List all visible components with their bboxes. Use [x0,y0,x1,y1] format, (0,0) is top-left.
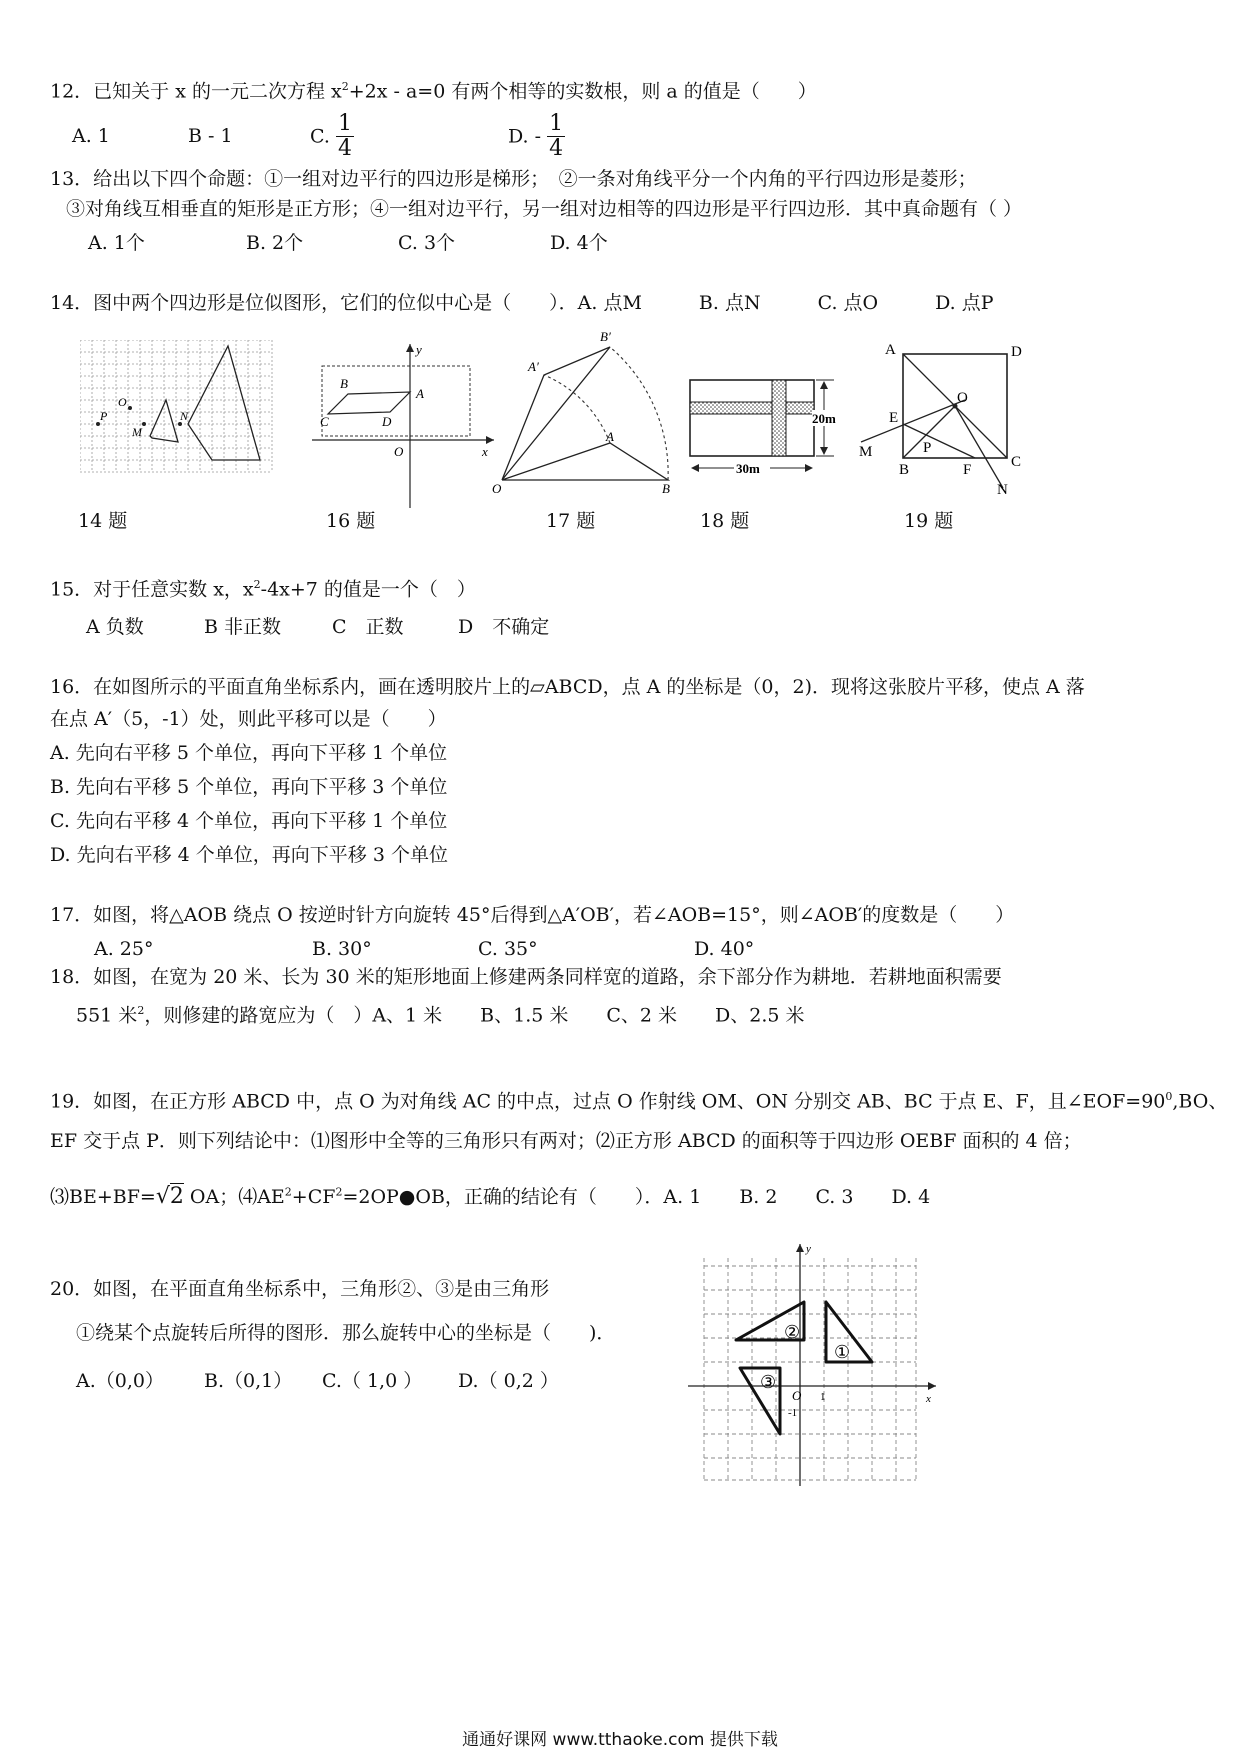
fig20-label-neg1: -1 [788,1407,798,1419]
fig19-label-f: F [963,462,972,478]
fig19-label-p: P [923,440,932,456]
fig18-label-height: 20m [812,411,836,426]
fig20-triangle-2: ② [784,1322,801,1342]
q17-option-d: D. 40° [694,938,755,960]
q18-line1: 18．如图，在宽为 20 米、长为 30 米的矩形地面上修建两条同样宽的道路，余下部分作为耕地．若耕地面积需要 [50,966,1002,988]
sqrt-sign: √ [155,1184,170,1209]
figure-19 [855,338,1055,498]
q17-option-a: A. 25° [94,938,154,960]
q12-option-a: A. 1 [72,125,110,147]
caption-fig19: 19 题 [904,510,954,532]
q19-line1: 19．如图，在正方形 ABCD 中，点 O 为对角线 AC 的中点，过点 O 作射线 OM、ON 分别交 AB、BC 于点 E、F，且$\angle EOF=90^0,BO$、 [50,1090,1228,1113]
fig19-label-b: B [899,462,910,478]
caption-fig18: 18 题 [700,510,750,532]
q13-option-b: B. 2个 [246,232,304,254]
fig16-label-o: O [394,444,404,459]
q18-line2: 551 米$^2$，则修建的路宽应为（ ）A、1 米 B、1.5 米 C、2 米 D、2.5 米 [76,1004,805,1027]
q13-line2: ③对角线互相垂直的矩形是正方形；④一组对边平行，另一组对边相等的四边形是平行四边形．其中真命题有（ ） [66,198,1023,220]
q20-option-d: D.（ 0,2 ） [458,1370,559,1392]
q14-stem: 14．图中两个四边形是位似图形，它们的位似中心是（ ）．A. 点M B. 点N C. 点O D. 点P [50,292,994,314]
q12-fraction-d: $\frac{1}{4}$ [549,111,564,162]
q16-line1: 16．在如图所示的平面直角坐标系内，画在透明胶片上的▱ABCD，点 A 的坐标是（0，2)．现将这张胶片平移，使点 A 落 [50,676,1085,698]
figure-20 [684,1240,944,1490]
fig14-label-n: N [180,409,189,423]
fig20-label-o: O [792,1388,802,1403]
q19-line2: EF 交于点 P．则下列结论中：⑴图形中全等的三角形只有两对；⑵正方形 ABCD 的面积等于四边形 OEBF 面积的 4 倍； [50,1130,1082,1152]
q19-line3: ⑶BE+BF=√2 OA；$⑷AE^2+CF^2=2OP●OB$，正确的结论有（ ）．A. 1 B. 2 C. 3 D. 4 [50,1184,931,1209]
q12-fraction-c: $\frac{1}{4}$ [337,111,352,162]
q16-line2: 在点 A′（5，-1）处，则此平移可以是（ ） [50,708,447,730]
q20-option-b: B.（0,1） [204,1370,293,1392]
fig20-triangle-1: ① [834,1342,851,1362]
q20-line1: 20．如图，在平面直角坐标系中，三角形②、③是由三角形 [50,1278,550,1300]
q15-stem: 15．对于任意实数 x，$x^2-4x+7$ 的值是一个（ ） [50,578,476,601]
q15-option-d: D 不确定 [458,616,550,638]
fig19-label-d: D [1011,344,1022,360]
figure-16 [312,340,502,510]
fig17-label-a: A [606,429,614,444]
fig20-label-x: x [926,1393,931,1405]
fig17-label-b1: B′ [600,329,611,344]
caption-fig17: 17 题 [546,510,596,532]
q12-option-c: C. $\frac{1}{4}$ [310,111,352,162]
q12-stem: 12．已知关于 x 的一元二次方程 $x^2+2x - a=0$ 有两个相等的实数根，则 a 的值是（ ） [50,80,817,103]
q20-line2: ①绕某个点旋转后所得的图形．那么旋转中心的坐标是（ )． [76,1322,616,1344]
fig20-triangle-3: ③ [760,1372,777,1392]
fig20-label-one: 1 [820,1391,826,1403]
fig14-label-m: M [132,425,142,439]
caption-fig14: 14 题 [78,510,128,532]
q16-option-a: A. 先向右平移 5 个单位，再向下平移 1 个单位 [50,742,448,764]
fig16-label-b: B [340,376,348,391]
fig16-label-d: D [382,414,392,429]
caption-fig16: 16 题 [326,510,376,532]
q13-line1: 13．给出以下四个命题：①一组对边平行的四边形是梯形； ②一条对角线平分一个内角的平行四边形是菱形； [50,168,977,190]
footer-watermark: 通通好课网 www.tthaoke.com 提供下载 [462,1730,778,1750]
fig19-label-o: O [957,390,968,406]
fig16-label-a: A [416,386,424,401]
q20-option-c: C.（ 1,0 ） [322,1370,423,1392]
fig17-label-o: O [492,481,502,496]
fig18-label-width: 30m [736,461,760,476]
q13-option-d: D. 4个 [550,232,608,254]
q17-option-b: B. 30° [312,938,372,960]
fig19-label-e: E [889,410,899,426]
figure-18 [684,372,862,478]
q13-option-a: A. 1个 [88,232,145,254]
q17-option-c: C. 35° [478,938,538,960]
fig14-label-o: O [118,395,127,409]
q15-option-c: C 正数 [332,616,404,638]
fig17-label-b: B [662,481,670,496]
fig19-label-c: C [1011,454,1022,470]
fig19-label-a: A [885,342,896,358]
fig14-label-p: P [100,409,108,423]
q16-option-c: C. 先向右平移 4 个单位，再向下平移 1 个单位 [50,810,448,832]
fig16-label-c: C [320,414,329,429]
q12-option-d: D. - $\frac{1}{4}$ [508,111,564,162]
q20-option-a: A.（0,0） [76,1370,164,1392]
fig19-label-n: N [997,482,1008,498]
figure-14 [80,340,280,480]
fig16-label-x: x [482,444,488,459]
fig16-label-y: y [416,342,422,357]
q15-option-a: A 负数 [86,616,144,638]
figure-17 [488,325,683,500]
q12-option-b: B - 1 [188,125,233,147]
q16-option-d: D. 先向右平移 4 个单位，再向下平移 3 个单位 [50,844,448,866]
fig20-label-y: y [806,1243,811,1255]
q13-option-c: C. 3个 [398,232,456,254]
fig19-label-m: M [859,444,873,460]
fig17-label-a1: A′ [528,359,539,374]
q15-option-b: B 非正数 [204,616,282,638]
q16-option-b: B. 先向右平移 5 个单位，再向下平移 3 个单位 [50,776,448,798]
q17-stem: 17．如图，将△AOB 绕点 O 按逆时针方向旋转 45°后得到△A′OB′，若∠AOB=15°，则∠AOB′的度数是（ ） [50,904,1015,926]
